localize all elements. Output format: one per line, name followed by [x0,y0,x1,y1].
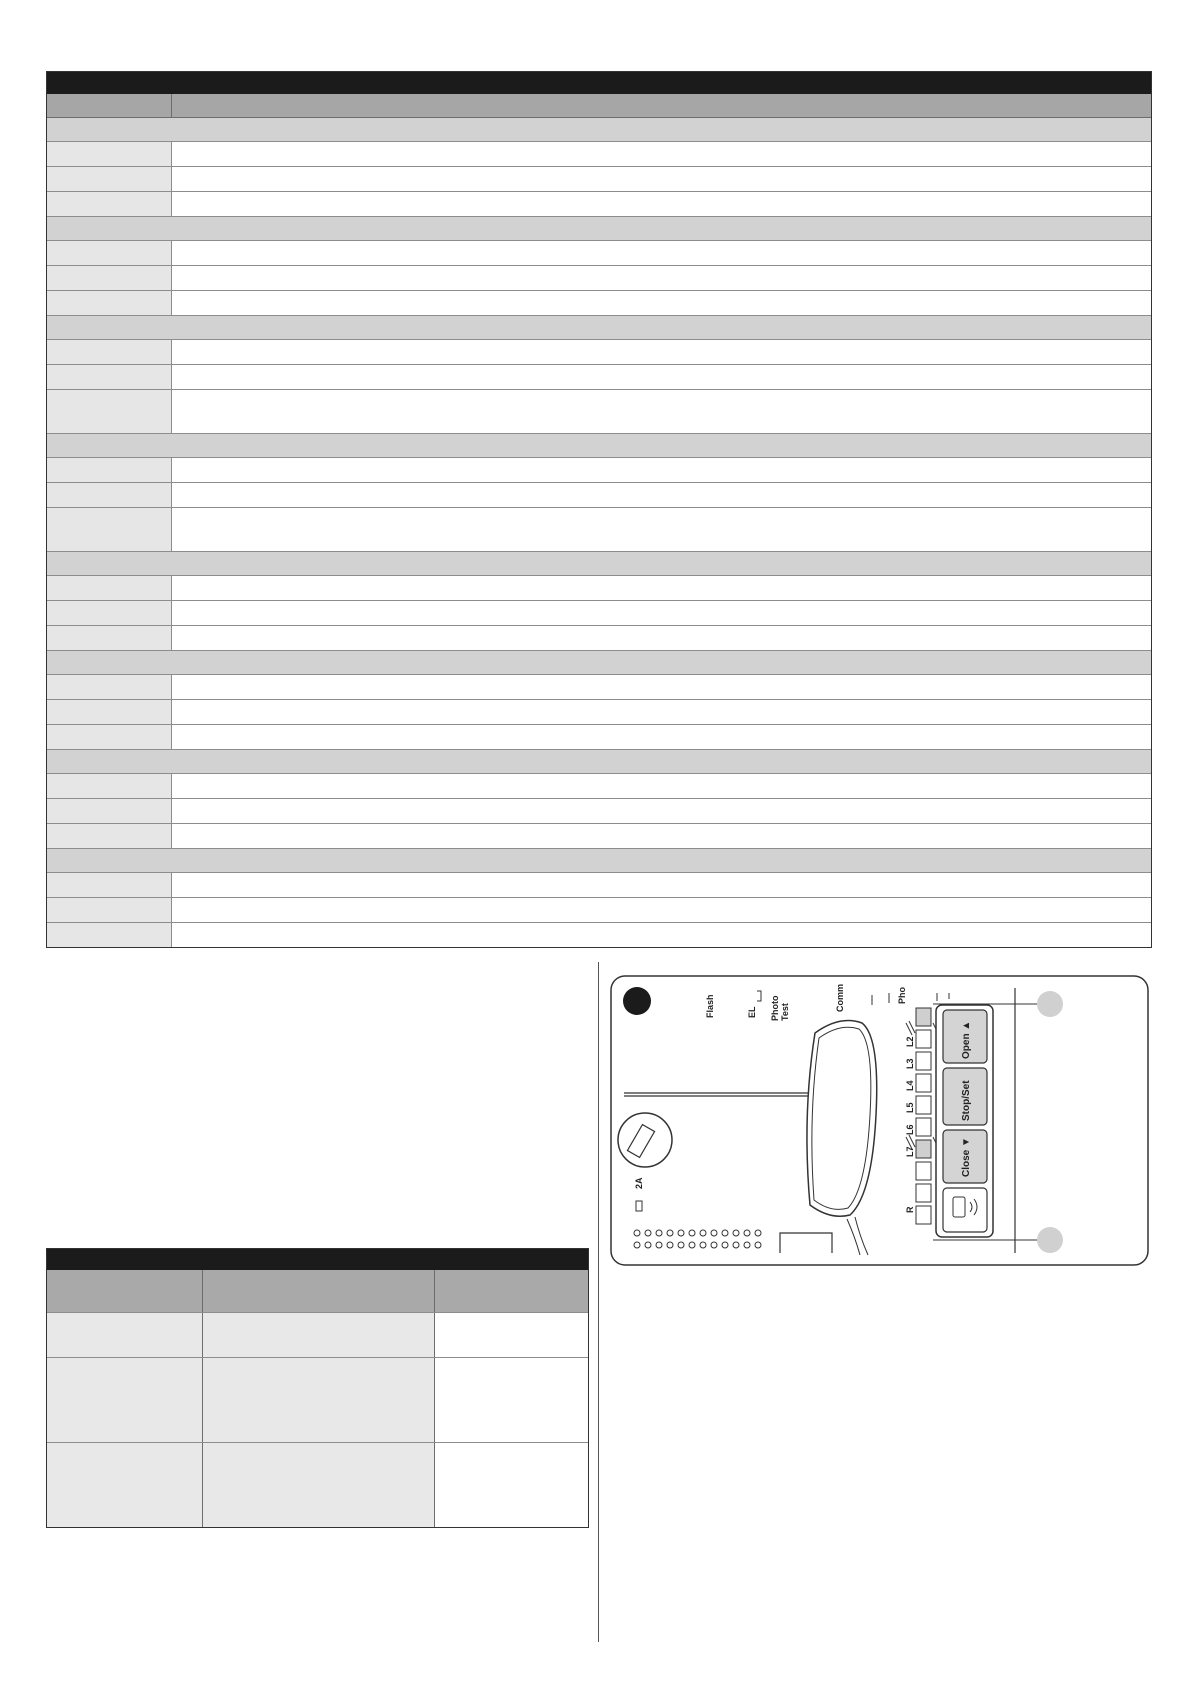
terminal-label-comm: Comm [835,983,845,1012]
group-header [47,434,1151,458]
table-row [47,675,1151,700]
table-row [47,774,1151,799]
led-label-l4: L4 [905,1080,915,1091]
table-row [47,340,1151,365]
table-row [47,458,1151,483]
terminal-label-el: EL [747,1006,757,1018]
table-row [47,167,1151,192]
figure-number-dot [623,987,651,1015]
table-title-bar [47,72,1151,94]
control-board-figure [610,975,1150,1268]
close-button[interactable] [943,1130,987,1183]
table-row [47,799,1151,824]
open-button-label: Open ▲ [961,1020,972,1059]
small-table-title-bar [47,1249,588,1270]
table-row [47,700,1151,725]
table-row [47,824,1151,849]
main-table [46,71,1152,948]
led-label-l5: L5 [905,1102,915,1113]
table-row [47,291,1151,316]
table-row [47,898,1151,923]
led-label-l6: L6 [905,1124,915,1135]
table-row [47,192,1151,217]
led-label-l7: L7 [905,1146,915,1157]
table-row [47,873,1151,898]
terminal-label-flash: Flash [705,994,715,1018]
group-header [47,750,1151,774]
small-table-header [47,1270,588,1313]
terminal-label-pho: Pho [897,987,907,1004]
callout-circle-bottom [1037,1227,1063,1253]
table-row [47,1358,588,1443]
table-column-header [47,94,1151,118]
close-button-label: Close ▼ [961,1137,972,1177]
led-label-l2: L2 [905,1036,915,1047]
group-header [47,849,1151,873]
terminal-label-photo: Photo [770,995,780,1021]
table-row [47,142,1151,167]
callout-circle-top [1037,991,1063,1017]
stop-set-button-label: Stop/Set [961,1080,972,1121]
group-header [47,552,1151,576]
table-row [47,576,1151,601]
terminal-label-test: Test [780,1003,790,1021]
group-header [47,651,1151,675]
table-row [47,365,1151,390]
stop-set-button[interactable] [943,1068,987,1125]
fuse-label: 2A [634,1177,644,1189]
led-label-l3: L3 [905,1058,915,1069]
group-header [47,217,1151,241]
r-label: R [905,1206,915,1213]
column-divider [598,962,599,1642]
table-row [47,1313,588,1358]
table-row [47,483,1151,508]
table-row [47,725,1151,750]
small-table [46,1248,589,1528]
table-row [47,508,1151,552]
table-row [47,601,1151,626]
open-button[interactable] [943,1010,987,1063]
table-row [47,241,1151,266]
table-row [47,390,1151,434]
table-row [47,923,1151,947]
group-header [47,316,1151,340]
control-board-diagram [610,975,1150,1268]
group-header [47,118,1151,142]
table-row [47,1443,588,1527]
table-row [47,626,1151,651]
radio-button[interactable] [943,1188,987,1232]
table-row [47,266,1151,291]
